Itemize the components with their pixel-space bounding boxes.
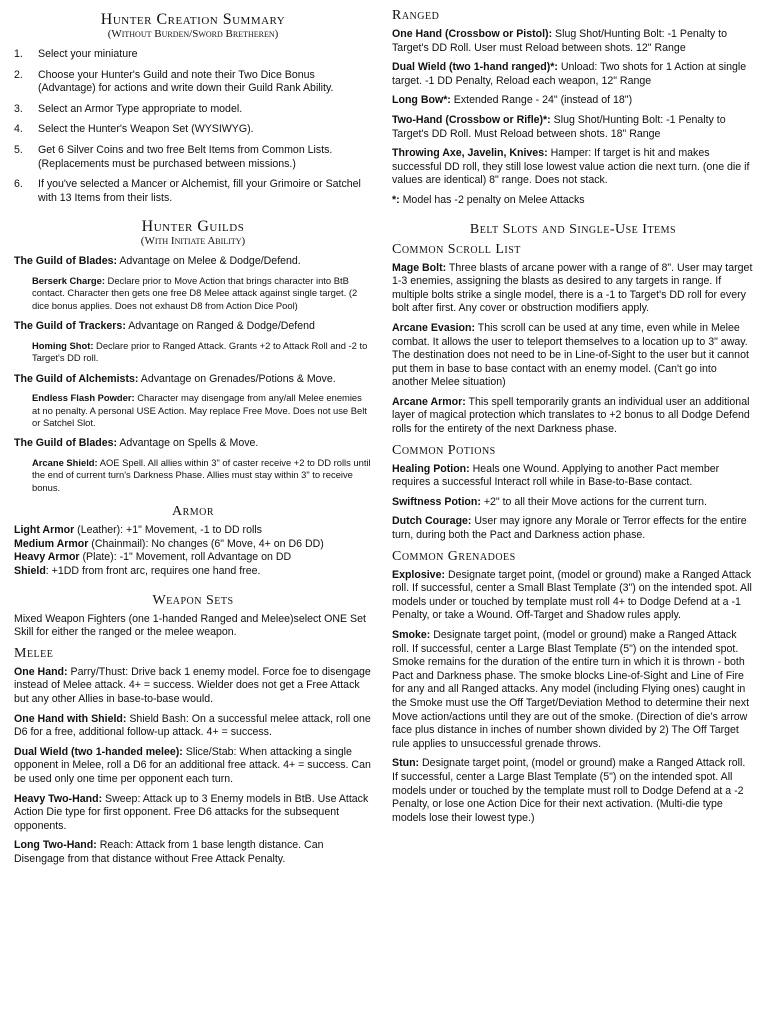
- potions-title: Common Potions: [392, 442, 496, 458]
- melee-item: One Hand with Shield: Shield Bash: On a successful melee attack, roll one D6 for a free, additional follow-up attack. 4+ = success.: [14, 712, 371, 739]
- guild-entry: The Guild of Alchemists: Advantage on Grenades/Potions & Move.: [14, 372, 336, 385]
- step-item: 6. If you've selected a Mancer or Alchemist, fill your Grimoire or Satchel with 13 Items from their lists.: [14, 178, 361, 204]
- guild-entry: The Guild of Blades: Advantage on Melee & Dodge/Defend.: [14, 255, 301, 268]
- guild-ability: Homing Shot: Declare prior to Ranged Attack. Grants +2 to Attack Roll and -2 to Target's DD roll.: [32, 339, 368, 364]
- grenade-item: Smoke: Designate target point, (model or ground) make a Ranged Attack roll. If successful, center a Large Blast Template (5") on the intended spot. Smoke remains for the duration of the entire turn in which it is thrown - both Pact and Darkness phase. The smoke blocks Line-of-Sight and Line of Fire for any and all Ranged attacks. Any model (including Flying ones) caught in the Smoke must use the Off Target/Deviation Method to determine their next Move action/actions until they are out of the smoke. (Direction of die's arrow face plus distance in inches of number shown divided by 2) The Off Target rule applies to unsuccessful grenade throws.: [392, 629, 750, 750]
- scroll-item: Mage Bolt: Three blasts of arcane power with a range of 8". User may target 1-3 enemies, assigning the blasts as desired to any targets in range. If multiple bolts strike a single model, there is a -1 to Target's DD roll for every bolt after first. Any cover or obstruction modifiers apply.: [392, 261, 753, 315]
- belt-title: Belt Slots and Single-Use Items: [469, 221, 677, 237]
- guilds-title: Hunter Guilds: [141, 218, 245, 236]
- ranged-item: Two-Hand (Crossbow or Rifle)*: Slug Shot/Hunting Bolt: -1 Penalty to Target's DD Roll. Must Reload between shots. 18" Range: [392, 113, 726, 140]
- melee-title: Melee: [14, 645, 54, 661]
- scroll-item: Arcane Armor: This spell temporarily grants an individual user an additional layer of magical protection which translates to +2 bonus to all Dodge Defend rolls for the entirety of the next Darkness phase.: [392, 395, 750, 436]
- step-item: 3. Select an Armor Type appropriate to model.: [14, 102, 243, 115]
- step-item: 4. Select the Hunter's Weapon Set (WYSIWYG).: [14, 123, 254, 136]
- left-column: [14, 8, 372, 872]
- ranged-item: Long Bow*: Extended Range - 24" (instead of 18"): [392, 94, 633, 107]
- melee-item: Long Two-Hand: Reach: Attack from 1 base length distance. Can Disengage from that distance without Free Attack Penalty.: [14, 839, 324, 865]
- weapons-title: Weapon Sets: [152, 592, 234, 608]
- ranged-footnote: *: Model has -2 penalty on Melee Attacks: [392, 193, 585, 206]
- armor-item: Medium Armor (Chainmail): No changes (6" Move, 4+ on D6 DD): [14, 537, 324, 550]
- guild-entry: The Guild of Blades: Advantage on Spells & Move.: [14, 437, 259, 450]
- melee-item: One Hand: Parry/Thust: Drive back 1 enemy model. Force foe to disengage instead of Melee attack. 4+ = success. Wielder does not get a Free Attack but any other Allies in base-to-base would.: [14, 665, 371, 705]
- armor-item: Shield: +1DD from front arc, requires one hand free.: [14, 564, 261, 577]
- right-column: [392, 8, 754, 831]
- melee-item: Dual Wield (two 1-handed melee): Slice/Stab: When attacking a single opponent in Melee, roll a D6 for an additional free attack. 4+ = success. Can be used only one time per opponent each turn.: [14, 745, 371, 785]
- step-item: 2. Choose your Hunter's Guild and note their Two Dice Bonus (Advantage) for actions and write down their Guild Rank Ability.: [14, 68, 334, 95]
- armor-item: Heavy Armor (Plate): -1" Movement, roll Advantage on DD: [14, 551, 292, 564]
- guilds-subtitle: (With Initiate Ability): [140, 235, 246, 248]
- scroll-title: Common Scroll List: [392, 241, 521, 257]
- creation-steps: [14, 48, 372, 205]
- melee-item: Heavy Two-Hand: Sweep: Attack up to 3 Enemy models in BtB. Use Attack Action Die type for first opponent. Free D6 attacks for the subsequent opponents.: [14, 792, 369, 832]
- guild-ability: Endless Flash Powder: Character may disengage from any/all Melee enemies at no penalty. A personal USE Action. May replace Free Move. Does not use Belt or Satchel Slot.: [32, 392, 367, 428]
- weapons-intro: Mixed Weapon Fighters (one 1-handed Ranged and Melee)select ONE Set Skill for either the ranged or the melee weapon.: [14, 612, 366, 639]
- ranged-item: Throwing Axe, Javelin, Knives: Hamper: If target is hit and makes successful DD roll, they still lose lowest value action die next turn. (one die if values are identical) 8" range. Does not stack.: [392, 147, 750, 187]
- guild-ability: Berserk Charge: Declare prior to Move Action that brings character into BtB contact. Character then gets one free D8 Melee attack against single target. (2 dice bonus applies. Does not exhaust D8 from Action Dice Pool): [32, 274, 358, 311]
- armor-title: Armor: [171, 504, 215, 520]
- armor-item: Light Armor (Leather): +1" Movement, -1 to DD rolls: [14, 524, 262, 537]
- ranged-title: Ranged: [392, 8, 440, 23]
- potion-item: Swiftness Potion: +2" to all their Move actions for the current turn.: [392, 495, 707, 508]
- grenades-title: Common Grenadoes: [392, 548, 516, 564]
- summary-title: Hunter Creation Summary: [100, 11, 286, 28]
- step-item: 5. Get 6 Silver Coins and two free Belt Items from Common Lists. (Replacements must be purchased between missions.): [14, 143, 333, 170]
- grenade-item: Stun: Designate target point, (model or ground) make a Ranged Attack roll. If successful, center a Large Blast Template (5") on the intended spot. All models under or touched by the template must roll to Dodge Defend at a -2 Penalty, or lose one Action Dice for their next activation. (Multi-die type models lose their lowest type.): [392, 757, 746, 824]
- grenade-item: Explosive: Designate target point, (model or ground) make a Ranged Attack roll. If successful, center a Small Blast Template (3") on the intended spot. All models under or touched by template must roll 4+ to Dodge Defend at a -1 Penalty, or take a Wound. Off-Target and Shadow rules apply.: [392, 568, 752, 622]
- guild-ability: Arcane Shield: AOE Spell. All allies within 3" of caster receive +2 to DD rolls until the end of current turn's Darkness Phase. Allies must stay within 3" to receive bonus.: [32, 456, 371, 493]
- potion-item: Healing Potion: Heals one Wound. Applying to another Pact member requires a successful Interact roll while in Base-to-Base contact.: [392, 462, 720, 489]
- guild-entry: The Guild of Trackers: Advantage on Ranged & Dodge/Defend: [14, 320, 315, 333]
- scroll-item: Arcane Evasion: This scroll can be used at any time, even while in Melee combat. It allows the user to teleport themselves to a location up to 3" away. The destination does not need to be in Line-of-Sight to the user but it cannot put them in base to base contact with an enemy model. (Can't go into another Melee situation): [392, 321, 749, 389]
- ranged-item: Dual Wield (two 1-hand ranged)*: Unload: Two shots for 1 Action at single target. -1 DD Penalty, Reload each weapon, 12" Range: [392, 61, 747, 87]
- step-item: 1. Select your miniature: [14, 48, 138, 60]
- summary-subtitle: (Without Burden/Sword Bretheren): [107, 28, 279, 40]
- potion-item: Dutch Courage: User may ignore any Morale or Terror effects for the entire turn, during both the Pact and Darkness action phase.: [392, 515, 747, 542]
- ranged-item: One Hand (Crossbow or Pistol): Slug Shot/Hunting Bolt: -1 Penalty to Target's DD Roll. User must Reload between shots. 12" Range: [392, 28, 727, 54]
